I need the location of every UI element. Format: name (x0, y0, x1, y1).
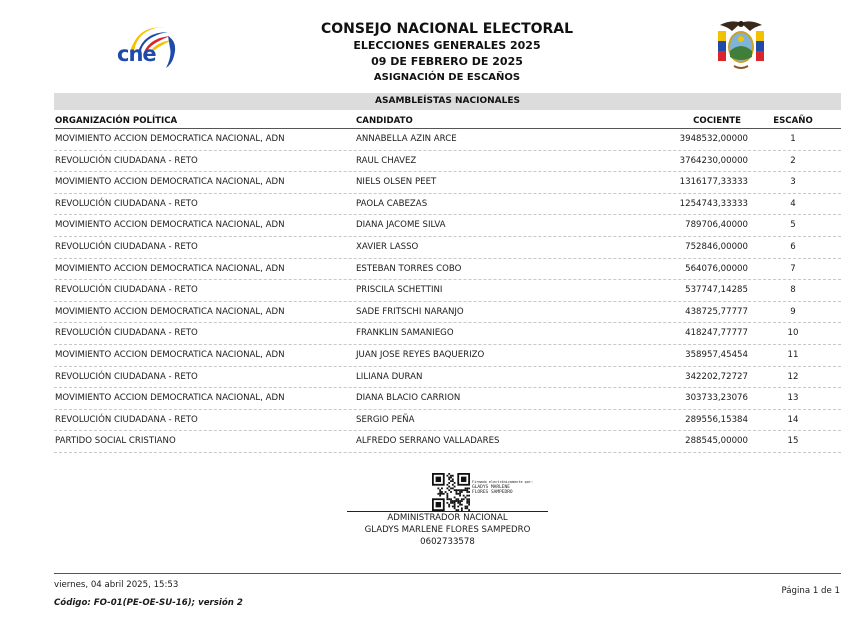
candidate-cell: FRANKLIN SAMANIEGO (356, 328, 454, 339)
table-row (54, 302, 841, 324)
table-row (54, 259, 841, 281)
ecuador-coat-of-arms-icon (714, 17, 768, 73)
seat-cell: 7 (790, 263, 796, 274)
seat-cell: 14 (787, 414, 799, 425)
quotient-cell: 752846,00000 (685, 241, 748, 252)
table-row (54, 410, 841, 432)
seat-cell: 13 (787, 393, 799, 404)
candidate-cell: XAVIER LASSO (356, 241, 419, 252)
quotient-cell: 789706,40000 (685, 220, 748, 231)
seat-cell: 10 (787, 328, 799, 339)
column-header-quotient: COCIENTE (693, 116, 741, 126)
section-title: ASAMBLEÍSTAS NACIONALES (54, 93, 841, 110)
seat-cell: 5 (790, 220, 796, 231)
print-timestamp: viernes, 04 abril 2025, 15:53 (54, 580, 179, 590)
quotient-cell: 358957,45454 (685, 349, 748, 360)
qr-code-icon (432, 473, 470, 511)
organization-cell: MOVIMIENTO ACCION DEMOCRATICA NACIONAL, ADN (55, 263, 285, 274)
signer-role: ADMINISTRADOR NACIONAL (387, 513, 508, 523)
document-code: Código: FO-01(PE-OE-SU-16); versión 2 (54, 598, 243, 608)
table-row (54, 323, 841, 345)
quotient-cell: 342202,72727 (685, 371, 748, 382)
election-date: 09 DE FEBRERO DE 2025 (371, 55, 523, 68)
seat-cell: 2 (790, 155, 796, 166)
organization-cell: REVOLUCIÓN CIUDADANA - RETO (55, 371, 198, 382)
e-signature-name-line1: GLADYS MARLENE (472, 485, 510, 490)
candidate-cell: PRISCILA SCHETTINI (356, 285, 443, 296)
candidate-cell: SADE FRITSCHI NARANJO (356, 306, 464, 317)
quotient-cell: 1254743,33333 (679, 198, 748, 209)
candidate-cell: ANNABELLA AZIN ARCE (356, 134, 457, 144)
candidate-cell: DIANA JACOME SILVA (356, 220, 446, 231)
e-signature-name-line2: FLORES SAMPEDRO (472, 490, 513, 495)
organization-cell: MOVIMIENTO ACCION DEMOCRATICA NACIONAL, ADN (55, 220, 285, 231)
quotient-cell: 1316177,33333 (679, 177, 748, 188)
page-number: Página 1 de 1 (781, 586, 840, 596)
quotient-cell: 537747,14285 (685, 285, 748, 296)
document-subject: ASIGNACIÓN DE ESCAÑOS (373, 72, 521, 83)
signer-id: 0602733578 (420, 537, 475, 547)
table-header-row (54, 114, 841, 129)
quotient-cell: 3948532,00000 (679, 134, 748, 144)
quotient-cell: 564076,00000 (685, 263, 748, 274)
candidate-cell: ALFREDO SERRANO VALLADARES (356, 436, 500, 447)
seat-cell: 9 (790, 306, 796, 317)
table-row (54, 215, 841, 237)
table-row (54, 172, 841, 194)
cne-logo-text: cne (117, 42, 156, 66)
election-name: ELECCIONES GENERALES 2025 (353, 39, 541, 52)
table-row (54, 194, 841, 216)
candidate-cell: RAUL CHAVEZ (356, 155, 417, 166)
seat-cell: 15 (787, 436, 799, 447)
quotient-cell: 303733,23076 (685, 393, 748, 404)
table-row (54, 345, 841, 367)
organization-cell: MOVIMIENTO ACCION DEMOCRATICA NACIONAL, ADN (55, 134, 285, 144)
quotient-cell: 288545,00000 (685, 436, 748, 447)
candidate-cell: LILIANA DURAN (356, 371, 423, 382)
column-header-candidate: CANDIDATO (356, 116, 413, 126)
table-row (54, 367, 841, 389)
seat-cell: 12 (787, 371, 799, 382)
table-row (54, 431, 841, 453)
table-row (54, 151, 841, 173)
organization-cell: PARTIDO SOCIAL CRISTIANO (55, 436, 176, 447)
signer-name: GLADYS MARLENE FLORES SAMPEDRO (364, 525, 531, 535)
column-header-organization: ORGANIZACIÓN POLÍTICA (55, 116, 178, 126)
candidate-cell: JUAN JOSE REYES BAQUERIZO (356, 349, 485, 360)
quotient-cell: 438725,77777 (685, 306, 748, 317)
candidate-cell: DIANA BLACIO CARRION (356, 393, 461, 404)
organization-cell: REVOLUCIÓN CIUDADANA - RETO (55, 414, 198, 425)
document-header (262, 20, 632, 86)
organization-cell: REVOLUCIÓN CIUDADANA - RETO (55, 241, 198, 252)
e-signature-label: Firmado electrónicamente por: (472, 480, 534, 484)
organization-cell: MOVIMIENTO ACCION DEMOCRATICA NACIONAL, ADN (55, 393, 285, 404)
quotient-cell: 418247,77777 (685, 328, 748, 339)
seat-cell: 11 (787, 349, 799, 360)
seat-cell: 3 (790, 177, 796, 188)
table-row (54, 388, 841, 410)
organization-cell: MOVIMIENTO ACCION DEMOCRATICA NACIONAL, ADN (55, 349, 285, 360)
organization-cell: REVOLUCIÓN CIUDADANA - RETO (55, 328, 198, 339)
candidate-cell: NIELS OLSEN PEET (356, 177, 437, 188)
seat-cell: 8 (790, 285, 796, 296)
seat-cell: 1 (790, 134, 796, 144)
e-signature-caption (472, 480, 533, 495)
document-title: CONSEJO NACIONAL ELECTORAL (320, 21, 574, 37)
seat-cell: 6 (790, 241, 796, 252)
seat-cell: 4 (790, 198, 796, 209)
seat-allocation-table (54, 114, 841, 453)
organization-cell: REVOLUCIÓN CIUDADANA - RETO (55, 198, 198, 209)
table-row (54, 280, 841, 302)
quotient-cell: 289556,15384 (685, 414, 748, 425)
organization-cell: MOVIMIENTO ACCION DEMOCRATICA NACIONAL, ADN (55, 177, 285, 188)
column-header-seat: ESCAÑO (773, 116, 813, 126)
organization-cell: MOVIMIENTO ACCION DEMOCRATICA NACIONAL, ADN (55, 306, 285, 317)
quotient-cell: 3764230,00000 (679, 155, 748, 166)
table-row (54, 237, 841, 259)
organization-cell: REVOLUCIÓN CIUDADANA - RETO (55, 285, 198, 296)
table-row (54, 129, 841, 151)
candidate-cell: PAOLA CABEZAS (356, 198, 428, 209)
footer-divider (54, 573, 841, 574)
organization-cell: REVOLUCIÓN CIUDADANA - RETO (55, 155, 198, 166)
candidate-cell: ESTEBAN TORRES COBO (356, 263, 462, 274)
candidate-cell: SERGIO PEÑA (356, 414, 415, 425)
